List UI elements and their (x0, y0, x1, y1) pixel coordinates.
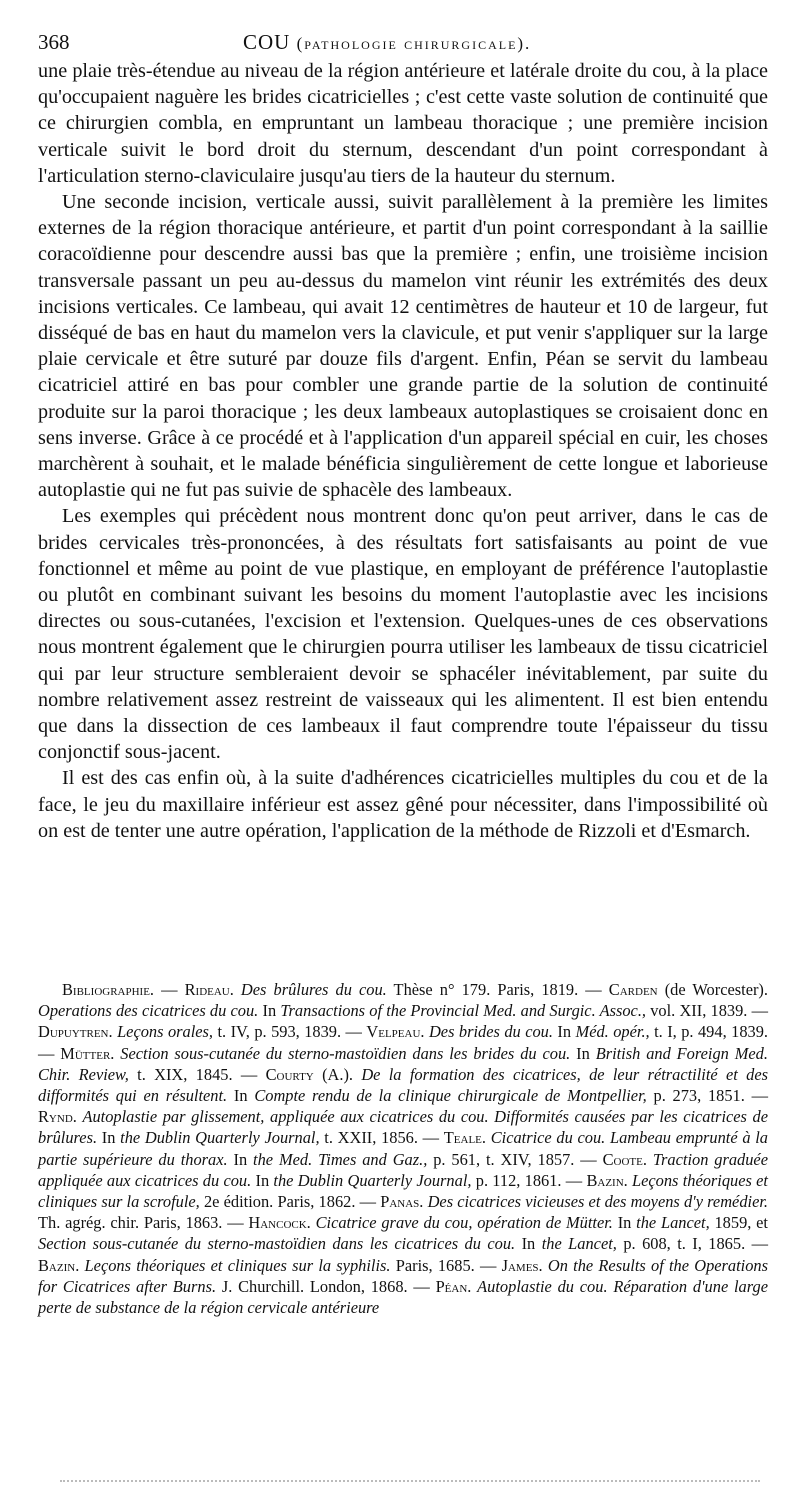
bibliography-run: Compte rendu de la clinique chirurgicale de Montpellier, (254, 1086, 647, 1106)
scan-footer-artifact (60, 1480, 760, 1485)
bibliography-run: Autoplastie par glissement, appliquée aux cicatrices du cou. Difformités causées par les cicatrices de brûlures. (38, 1107, 768, 1148)
bibliography-text (38, 979, 768, 1318)
bibliography-run: Courty (265, 1064, 323, 1084)
bibliography-run: p. 273, 1851. — (646, 1086, 768, 1106)
bibliography-run: the Med. Times and Gaz., (253, 1149, 428, 1169)
bibliography-run: Rideau. (184, 980, 241, 999)
running-title (243, 30, 531, 55)
bibliography-run: the Lancet, (636, 1213, 710, 1233)
paragraph-2: Une seconde incision, verticale aussi, suivit parallèlement à la première les limites externes de la région thoracique antérieure, et partit d'un point correspondant à la saillie coracoïdienne pour descendre aussi bas que la première ; enfin, une troisième incision transversale passant un peu au-dessus du mamelon vint réunir les extrémités des deux incisions verticales. Ce lambeau, qui avait 12 centimètres de hauteur et 10 de largeur, fut disséqué de bas en haut du mamelon vers la clavicule, et put venir s'appliquer sur la large plaie cervicale et être suturé par douze fils d'argent. Enfin, Péan se servit du lambeau cicatriciel attiré en bas pour combler une grande partie de la solution de continuité produite sur la paroi thoracique ; les deux lambeaux autoplastiques se croisaient donc en sens inverse. Grâce à ce procédé et à l'application d'un appareil spécial en cuir, les choses marchèrent à souhait, et le malade bénéficia singulièrement de cette longue et laborieuse autoplastie qui ne fut pas suivie de sphacèle des lambeaux. (38, 191, 768, 502)
bibliography-run: In (97, 1128, 121, 1148)
bibliography-run: Des cicatrices vicieuses et des moyens d'y remédier. (427, 1192, 769, 1212)
running-title-main: COU (243, 30, 291, 54)
bibliography-run: In (515, 1234, 542, 1254)
bibliography-run: Section sous-cutanée du sterno-mastoïdien dans les brides du cou. (120, 1043, 571, 1063)
paragraph-1: une plaie très-étendue au niveau de la région antérieure et latérale droite du cou, à la place qu'occupaient naguère les brides cicatricielles ; c'est cette vaste solution de continuité que ce chirurgien combla, en empruntant un lambeau thoracique ; une première incision verticale suivit le bord droit du sternum, descendant d'un point correspondant à l'articulation sterno-claviculaire jusqu'au tiers de la hauteur du sternum. (38, 60, 768, 187)
bibliography-run: Section sous-cutanée du sterno-mastoïdien dans les cicatrices du cou. (38, 1234, 516, 1254)
bibliography-run: In (570, 1043, 596, 1063)
bibliography-run: Bazin. (586, 1170, 632, 1190)
bibliography-run: t. XXII, 1856. — (319, 1128, 444, 1148)
bibliography-run: Traction graduée appliquée aux cicatrices du cou. (38, 1149, 768, 1190)
running-header (38, 30, 768, 56)
bibliography-run: J. Churchill. London, 1868. — (216, 1276, 436, 1296)
bibliography-run: Teale. (443, 1128, 491, 1148)
bibliography-run: Leçons théoriques et cliniques sur la syphilis. (84, 1255, 391, 1275)
main-text (38, 58, 768, 844)
bibliography-run: Autoplastie du cou. Réparation d'une large perte de substance de la région cervicale antérieure (38, 1276, 768, 1318)
bibliography-run: p. 561, t. XIV, 1857. — (427, 1149, 603, 1169)
bibliography-run: the Lancet, (541, 1234, 617, 1254)
bibliography-run: 2e édition. Paris, 1862. — (199, 1192, 381, 1212)
bibliography-run: t. I, p. 494, 1839. — (38, 1022, 768, 1063)
bibliography-run: Méd. opér., (575, 1022, 650, 1042)
bibliography-run: Leçons théoriques et cliniques sur la scrofule, (38, 1170, 768, 1212)
bibliography-run: Rynd. (38, 1107, 83, 1127)
bibliography-run: Operations des cicatrices du cou. (38, 1001, 259, 1021)
bibliography-run: On the Results of the Operations for Cicatrices after Burns. (38, 1255, 769, 1296)
bibliography-run: Mütter. (60, 1043, 121, 1063)
bibliography-run: James. (501, 1255, 548, 1275)
bibliography-run: the Dublin Quarterly Journal, (120, 1128, 320, 1148)
bibliography-run: In (227, 1149, 254, 1169)
bibliography-run: Péan. (435, 1276, 478, 1296)
bibliography-run: (de Worcester). (664, 980, 768, 999)
bibliography-run: Dupuytren. (38, 1022, 118, 1042)
paragraph-4: Il est des cas enfin où, à la suite d'adhérences cicatricielles multiples du cou et de la face, le jeu du maxillaire inférieur est assez gêné pour nécessiter, dans l'impossibilité où on est de tenter une autre opération, l'application de la méthode de Rizzoli et d'Esmarch. (38, 767, 768, 842)
bibliography-run: De la formation des cicatrices, de leur rétractilité et des difformités qui en résultent. (38, 1064, 768, 1106)
bibliography-run: Th. agrég. chir. Paris, 1863. — (38, 1213, 249, 1233)
bibliography-run: Paris, 1685. — (390, 1255, 502, 1275)
bibliography-run: In (227, 1086, 255, 1106)
bibliography-run: Bazin. (38, 1255, 85, 1275)
bibliography-run: Des brûlures du cou. (240, 980, 387, 999)
bibliography-run: Cicatrice du cou. Lambeau emprunté à la partie supérieure du thorax. (38, 1128, 768, 1169)
bibliography-run: In (612, 1213, 637, 1233)
bibliography-run: Coote. (602, 1149, 653, 1169)
bibliography-run: t. XIX, 1845. — (128, 1064, 266, 1084)
bibliography-run: Cicatrice grave du cou, opération de Mütter. (315, 1213, 613, 1233)
running-title-sub: (pathologie chirurgicale). (296, 34, 532, 53)
bibliography-run: Leçons orales, (117, 1022, 214, 1042)
bibliography-run: Carden (608, 980, 665, 999)
bibliography-run: vol. XII, 1839. — (646, 1001, 768, 1021)
bibliography-run: p. 608, t. I, 1865. — (616, 1234, 768, 1254)
bibliography-run: In (251, 1170, 274, 1190)
bibliography-run: Bibliographie. — (62, 980, 185, 999)
bibliography-run: In (552, 1022, 576, 1042)
paragraph-3: Les exemples qui précèdent nous montrent donc qu'on peut arriver, dans le cas de brides cervicales très-prononcées, à des résultats fort satisfaisants au point de vue fonctionnel et même au point de vue plastique, en employant de préférence l'autoplastie ou plutôt en combinant suivant les besoins du moment l'autoplastie avec les incisions directes ou sous-cutanées, l'excision et l'extension. Quelques-unes de ces observations nous montrent également que le chirurgien pourra utiliser les lambeaux de tissu cicatriciel qui par leur structure sembleraient devoir se sphacéler inévitablement, par suite du nombre relativement assez restreint de vaisseaux qui les alimentent. Il est bien entendu que dans la dissection de ces lambeaux il faut comprendre toute l'épaisseur du tissu conjonctif sous-jacent. (38, 505, 768, 764)
bibliography-run: 1859, et (709, 1213, 768, 1233)
bibliography-run: Thèse n° 179. Paris, 1819. — (386, 980, 609, 999)
bibliography-run: (A.). (322, 1064, 362, 1084)
bibliography-run: Des brides du cou. (428, 1022, 553, 1042)
bibliography-run: British and Foreign Med. Chir. Review, (38, 1043, 768, 1084)
bibliography-run: Velpeau. (366, 1022, 429, 1042)
bibliography-run: Transactions of the Provincial Med. and Surgic. Assoc., (280, 1001, 647, 1021)
bibliography-run: p. 112, 1861. — (471, 1170, 587, 1190)
bibliography-run: Panas. (380, 1192, 428, 1212)
bibliography-run: Hancock. (248, 1213, 316, 1233)
bibliography-run: the Dublin Quarterly Journal, (273, 1170, 472, 1190)
bibliography (38, 979, 768, 1318)
bibliography-run: t. IV, p. 593, 1839. — (213, 1022, 367, 1042)
page-number: 368 (38, 30, 70, 54)
bibliography-run: In (258, 1001, 281, 1021)
